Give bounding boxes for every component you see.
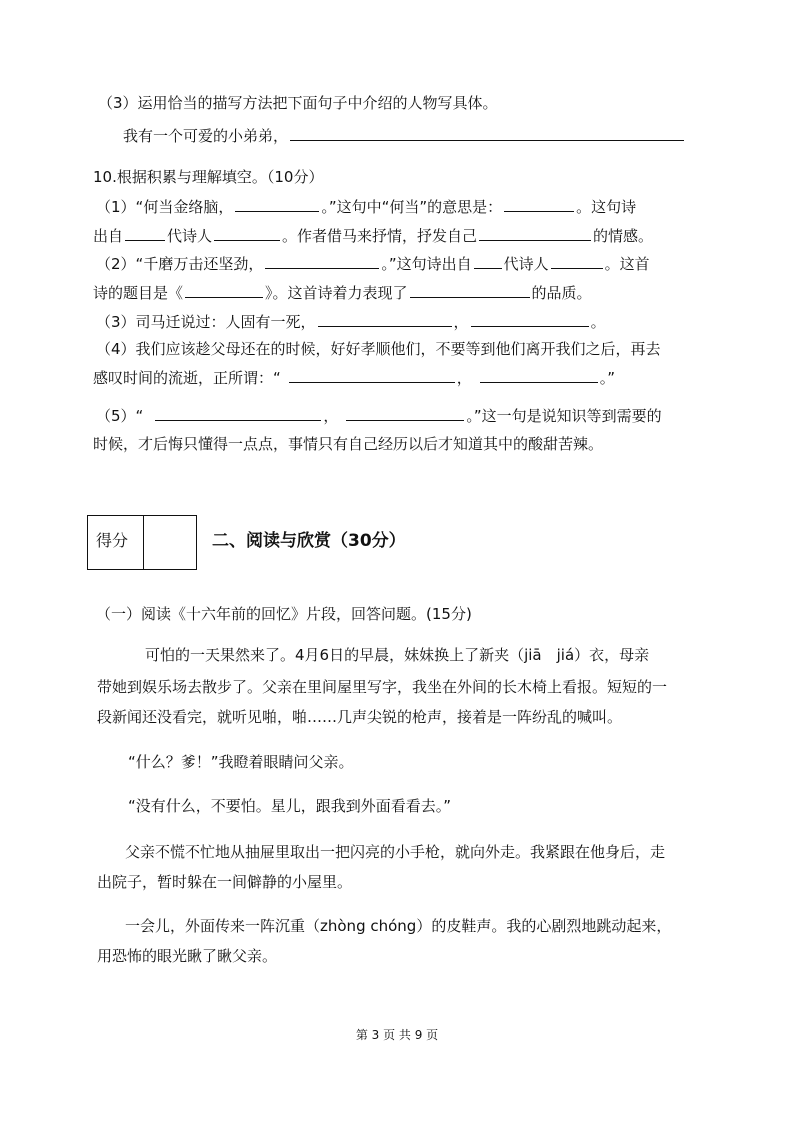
passage-line: “没有什么，不要怕。星儿，跟我到外面看看去。” (128, 797, 452, 815)
passage-line: 带她到娱乐场去散步了。父亲在里间屋里写字，我坐在外间的长木椅上看报。短短的一 (97, 678, 668, 696)
answer-blank[interactable] (290, 125, 684, 141)
text-segment: 代诗人 (503, 255, 549, 273)
answer-blank[interactable] (410, 282, 530, 298)
text-segment: 出自 (93, 227, 124, 245)
text-segment: （2）“千磨万击还坚劲， (96, 255, 264, 273)
text-segment: 。”这句中“何当”的意思是： (321, 198, 503, 216)
q10-line-1 (96, 196, 636, 217)
answer-blank[interactable] (551, 253, 603, 269)
text-segment: 的品质。 (531, 284, 592, 302)
answer-blank[interactable] (480, 367, 598, 383)
passage-line: 父亲不慌不忙地从抽屉里取出一把闪亮的小手枪，就向外走。我紧跟在他身后，走 (125, 843, 666, 861)
answer-blank[interactable] (504, 196, 574, 212)
score-box (87, 515, 197, 570)
q10-line-5 (96, 311, 606, 332)
text-segment: （3）司马迁说过：人固有一死， (96, 313, 316, 331)
answer-blank[interactable] (155, 405, 321, 421)
answer-blank[interactable] (346, 405, 464, 421)
text-segment: 》。这首诗着力表现了 (265, 284, 408, 302)
q10-line-6: （4）我们应该趁父母还在的时候，好好孝顺他们，不要等到他们离开我们之后，再去 (96, 340, 661, 358)
text-segment: （5）“ (96, 407, 144, 425)
text-segment: 。这句诗 (576, 198, 637, 216)
passage-line: 用恐怖的眼光瞅了瞅父亲。 (97, 947, 278, 965)
q9-3-lead: 我有一个可爱的小弟弟， (123, 127, 289, 145)
page-footer: 第 3 页 共 9 页 (355, 1028, 439, 1042)
text-segment: 。” (599, 369, 616, 387)
answer-blank[interactable] (479, 225, 591, 241)
q9-3-prompt: （3）运用恰当的描写方法把下面句子中介绍的人物写具体。 (98, 94, 498, 112)
text-segment: ， (453, 313, 469, 331)
q10-line-2 (93, 225, 653, 246)
passage-line: 一会儿，外面传来一阵沉重（zhòng chóng）的皮鞋声。我的心剧烈地跳动起来， (125, 917, 672, 935)
text-segment: 。作者借马来抒情，抒发自己 (282, 227, 478, 245)
score-divider (143, 516, 144, 569)
passage-line: 出院子，暂时躲在一间僻静的小屋里。 (97, 873, 353, 891)
text-segment: 代诗人 (167, 227, 213, 245)
text-segment: ， (323, 407, 339, 425)
q10-title: 10.根据积累与理解填空。（10分） (93, 168, 324, 186)
text-segment: 诗的题目是《 (93, 284, 184, 302)
q10-line-9: 时候，才后悔只懂得一点点，事情只有自己经历以后才知道其中的酸甜苦辣。 (93, 435, 604, 453)
text-segment: ， (456, 369, 472, 387)
text-segment: 的情感。 (593, 227, 654, 245)
answer-blank[interactable] (318, 311, 452, 327)
q10-line-3 (96, 253, 650, 274)
text-segment: 感叹时间的流逝，正所谓：“ (93, 369, 281, 387)
answer-blank[interactable] (471, 311, 589, 327)
q10-line-7 (93, 367, 615, 388)
passage-line: 可怕的一天果然来了。4月6日的早晨，妹妹换上了新夹（jiā jiá）衣，母亲 (145, 646, 650, 664)
text-segment: 。 (590, 313, 606, 331)
text-segment: 。”这一句是说知识等到需要的 (466, 407, 662, 425)
q10-line-4 (93, 282, 592, 303)
answer-blank[interactable] (289, 367, 455, 383)
q10-line-8 (96, 405, 662, 426)
answer-blank[interactable] (214, 225, 280, 241)
answer-blank[interactable] (125, 225, 165, 241)
reading-intro: （一）阅读《十六年前的回忆》片段，回答问题。(15分) (96, 605, 472, 623)
section-2-title: 二、阅读与欣赏（30分） (212, 531, 406, 551)
answer-blank[interactable] (235, 196, 319, 212)
score-label: 得分 (96, 531, 129, 550)
text-segment: （1）“何当金络脑， (96, 198, 234, 216)
passage-line: “什么？爹！”我瞪着眼睛问父亲。 (128, 753, 354, 771)
q9-3-line (123, 125, 686, 146)
answer-blank[interactable] (474, 253, 502, 269)
text-segment: 。这首 (604, 255, 650, 273)
passage-line: 段新闻还没看完，就听见啪，啪……几声尖锐的枪声，接着是一阵纷乱的喊叫。 (97, 708, 623, 726)
answer-blank[interactable] (265, 253, 379, 269)
answer-blank[interactable] (185, 282, 263, 298)
text-segment: 。”这句诗出自 (381, 255, 472, 273)
